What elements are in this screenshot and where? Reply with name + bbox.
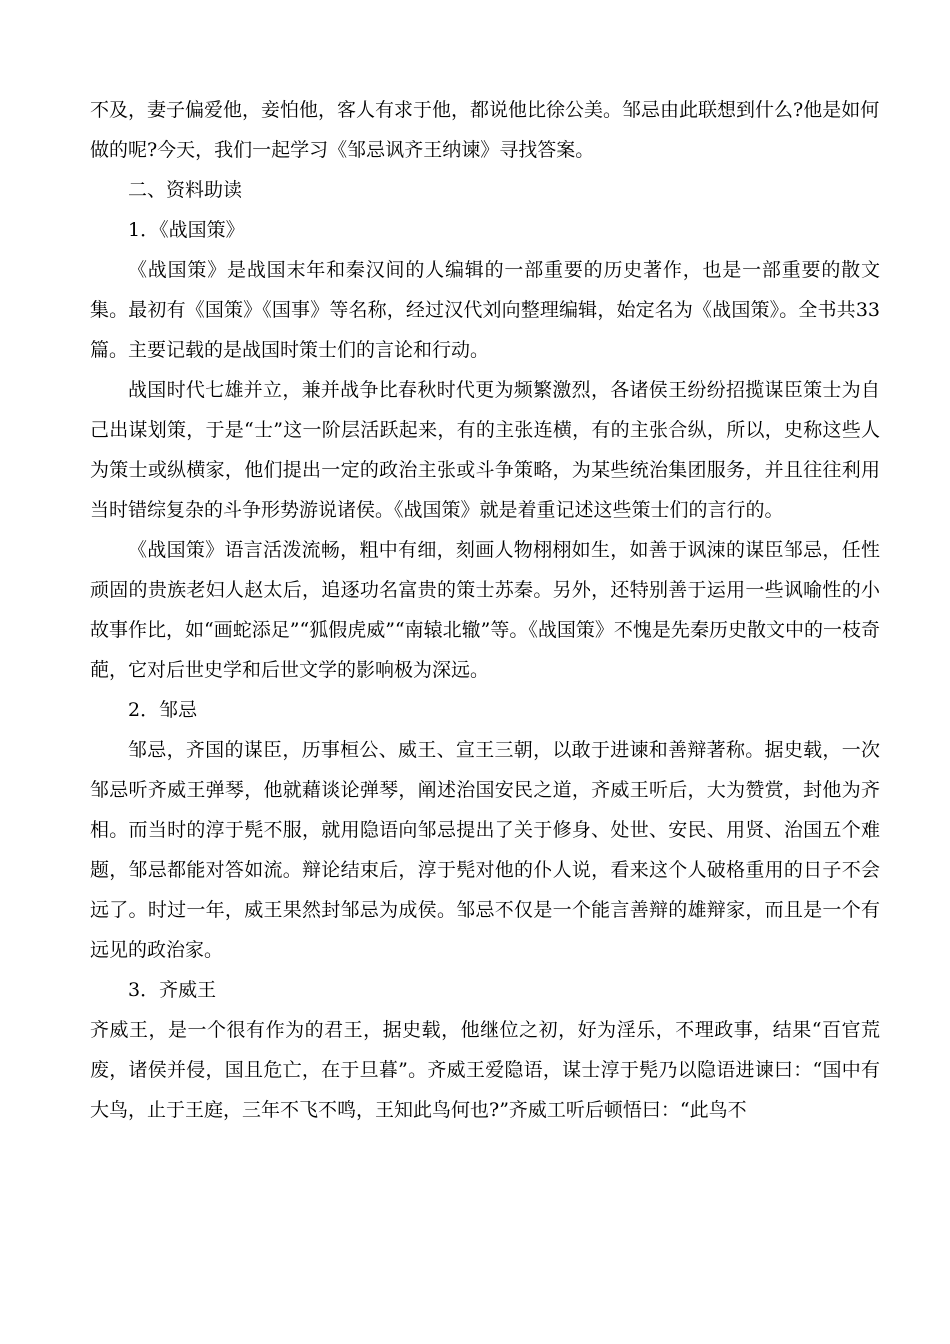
paragraph-zhanguoce-style: 《战国策》语言活泼流畅，粗中有细，刻画人物栩栩如生，如善于讽涑的谋臣邹忌，任性顽固的贵族老妇人赵太后，追逐功名富贵的策士苏秦。另外，还特别善于运用一些讽喻性的小故事作比，如“画蛇添足”“狐假虎威”“南辕北辙”等。《战国策》不愧是先秦历史散文中的一枝奇葩，它对后世史学和后世文学的影响极为深远。 — [90, 539, 880, 681]
subheading-zouji: 2．邹忌 — [128, 699, 198, 721]
paragraph-intro-continued: 不及，妻子偏爱他，妾怕他，客人有求于他，都说他比徐公美。邹忌由此联想到什么?他是如何 — [90, 99, 880, 121]
paragraph-zhanguoce-intro: 《战国策》是战国末年和秦汉间的人编辑的一部重要的历史著作，也是一部重要的散文集。最初有《国策》《国事》等名称，经过汉代刘向整理编辑，始定名为《战国策》。全书共33篇。主要记载的是战国时策士们的言论和行动。 — [90, 259, 880, 361]
section-heading-materials: 二、资料助读 — [128, 179, 243, 201]
paragraph-qiweiwang-bio: 齐威王，是一个很有作为的君王，据史载，他继位之初，好为淫乐，不理政事，结果“百官荒废，诸侯并侵，国且危亡，在于旦暮”。齐威王爱隐语，谋士淳于髡乃以隐语进谏曰：“国中有大鸟，止于王庭，三年不飞不鸣，王知此鸟何也?”齐威工听后顿悟曰：“此鸟不 — [90, 1019, 880, 1121]
paragraph-intro-lesson: 做的呢?今天，我们一起学习《邹忌讽齐王纳谏》寻找答案。 — [90, 139, 595, 161]
subheading-qiweiwang: 3．齐威王 — [128, 979, 217, 1001]
document-body — [90, 90, 880, 1130]
subheading-zhanguoce: 1．《战国策》 — [128, 219, 245, 241]
paragraph-zhanguoce-era: 战国时代七雄并立，兼并战争比春秋时代更为频繁激烈，各诸侯王纷纷招揽谋臣策士为自己出谋划策，于是“士”这一阶层活跃起来，有的主张连横，有的主张合纵，所以，史称这些人为策士或纵横家，他们提出一定的政治主张或斗争策略，为某些统治集团服务，并且往往利用当时错综复杂的斗争形势游说诸侯。《战国策》就是着重记述这些策士们的言行的。 — [90, 379, 880, 521]
paragraph-zouji-bio: 邹忌，齐国的谋臣，历事桓公、威王、宣王三朝，以敢于进谏和善辩著称。据史载，一次邹忌听齐威王弹琴，他就藉谈论弹琴，阐述治国安民之道，齐威王听后，大为赞赏，封他为齐相。而当时的淳于髡不服，就用隐语向邹忌提出了关于修身、处世、安民、用贤、治国五个难题，邹忌都能对答如流。辩论结束后，淳于髡对他的仆人说，看来这个人破格重用的日子不会远了。时过一年，威王果然封邹忌为成侯。邹忌不仅是一个能言善辩的雄辩家，而且是一个有远见的政治家。 — [90, 739, 880, 961]
